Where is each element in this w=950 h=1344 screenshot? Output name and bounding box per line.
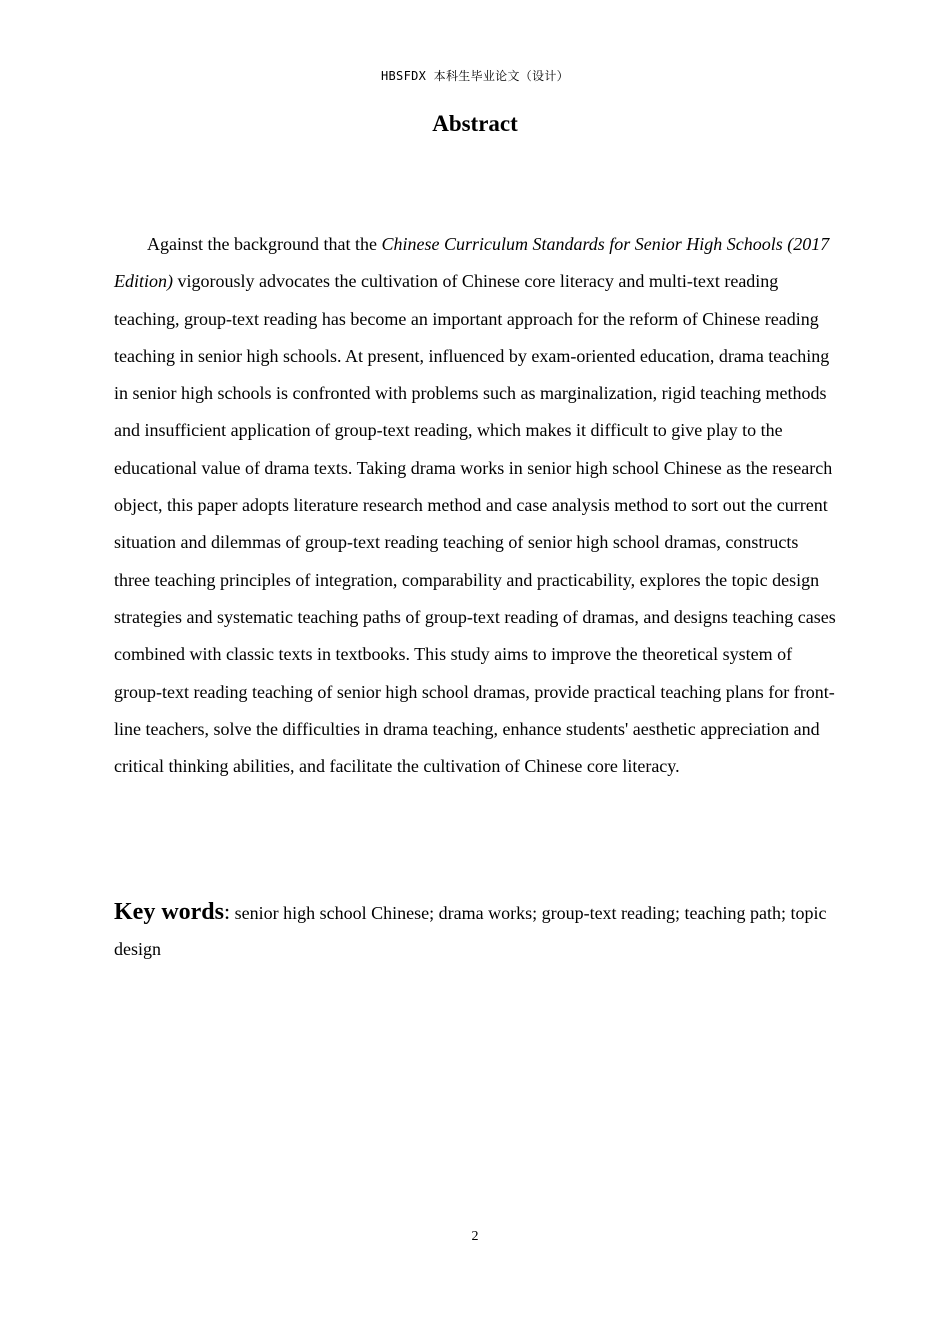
abstract-intro: Against the background that the (147, 234, 382, 254)
abstract-body-text: vigorously advocates the cultivation of Chinese core literacy and multi-text reading teaching, group-text reading has become an important approach for the reform of Chinese reading teaching in senior high schools. At present, influenced by exam-oriented education, drama teaching in senior high schools is confronted with problems such as marginalization, rigid teaching methods and insufficient application of group-text reading, which makes it difficult to give play to the educational value of drama texts. Taking drama works in senior high school Chinese as the research object, this paper adopts literature research method and case analysis method to sort out the current situation and dilemmas of group-text reading teaching of senior high school dramas, constructs three teaching principles of integration, comparability and practicability, explores the topic design strategies and systematic teaching paths of group-text reading of dramas, and designs teaching cases combined with classic texts in textbooks. This study aims to improve the theoretical system of group-text reading teaching of senior high school dramas, provide practical teaching plans for front-line teachers, solve the difficulties in drama teaching, enhance students' aesthetic appreciation and critical thinking abilities, and facilitate the cultivation of Chinese core literacy. (114, 271, 836, 777)
page-header: HBSFDX 本科生毕业论文（设计） (381, 69, 569, 83)
abstract-paragraph (114, 226, 838, 785)
keywords-colon: : (224, 899, 231, 924)
keywords-section (114, 894, 838, 967)
keywords-label: Key words (114, 899, 224, 925)
curriculum-standard-title: Chinese Curriculum Standards for Senior High Schools (2017 Edition) (114, 234, 830, 292)
keywords-text: senior high school Chinese; drama works; group-text reading; teaching path; topic design (114, 903, 827, 959)
page-number: 2 (471, 1229, 479, 1244)
abstract-title: Abstract (432, 111, 518, 136)
